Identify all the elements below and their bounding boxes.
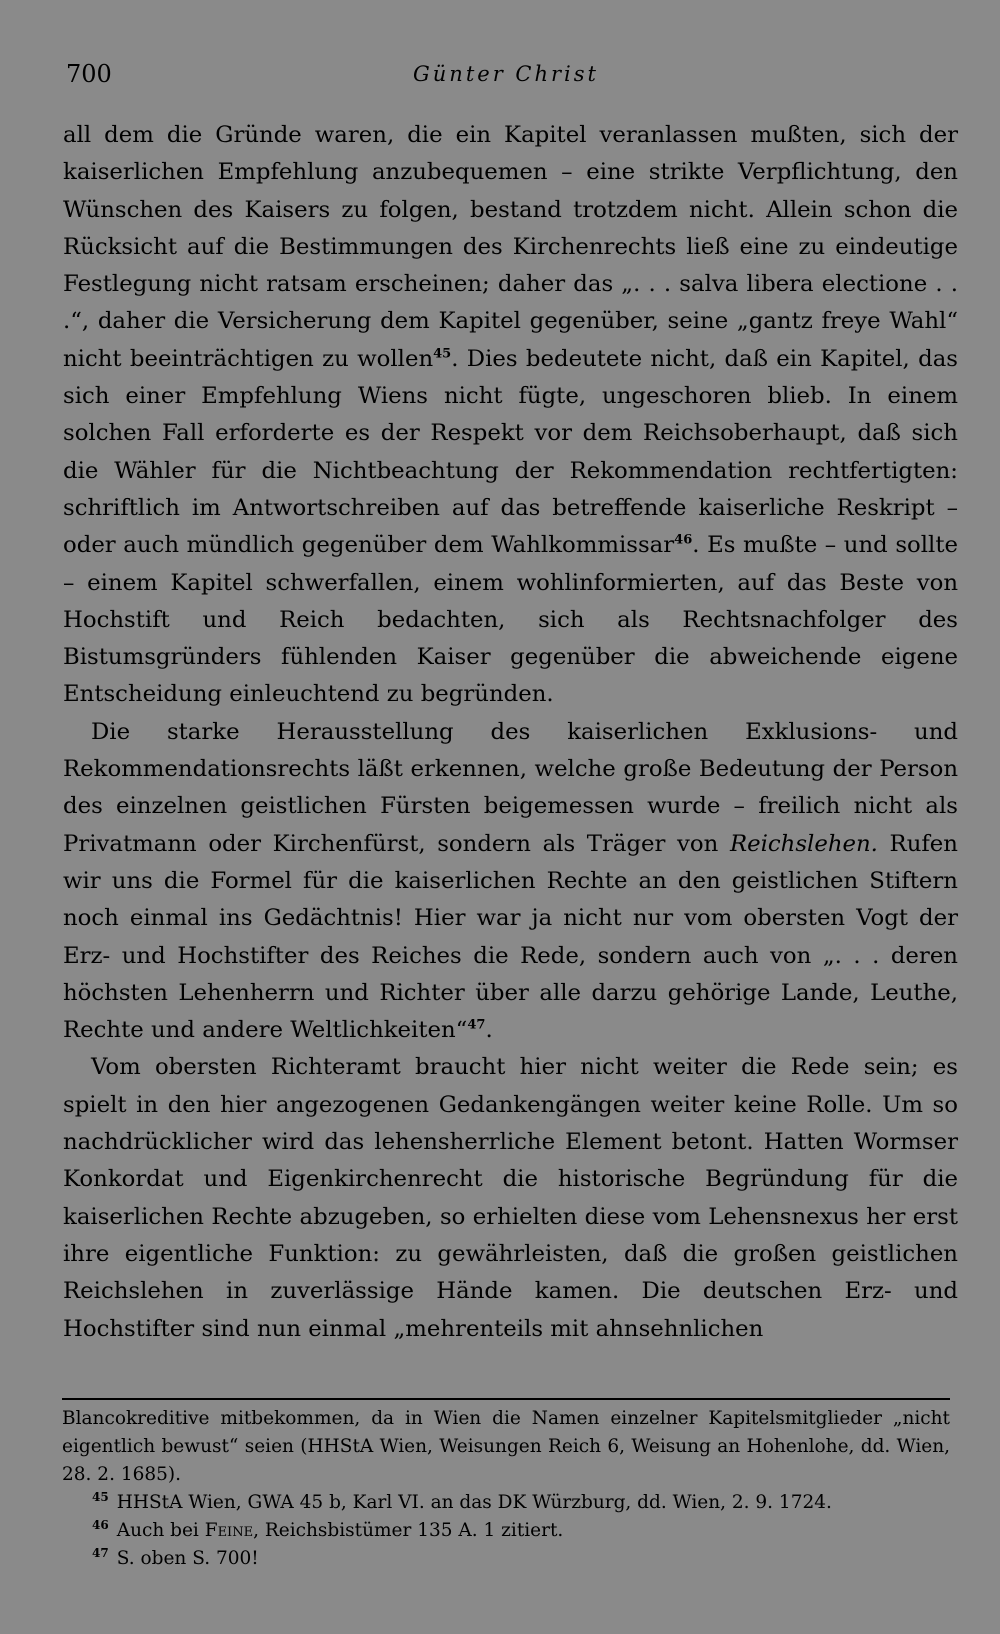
footnote-46-post: , Reichsbistümer 135 A. 1 zitiert. bbox=[253, 1520, 564, 1541]
page-header bbox=[66, 60, 946, 96]
footnote-divider bbox=[62, 1398, 950, 1400]
footnotes bbox=[62, 1405, 950, 1573]
footnote-46-author: Feine bbox=[204, 1520, 254, 1541]
paragraph-2-part-c: . bbox=[485, 1017, 493, 1044]
footnote-ref-45[interactable]: 45 bbox=[433, 346, 452, 362]
footnote-45-text: HHStA Wien, GWA 45 b, Karl VI. an das DK Würzburg, dd. Wien, 2. 9. 1724. bbox=[116, 1492, 832, 1513]
paragraph-2 bbox=[63, 714, 958, 1050]
paragraph-3: Vom obersten Richteramt braucht hier nicht weiter die Rede sein; es spielt in den hier angezogenen Gedankengängen weiter keine Rolle. Um so nachdrücklicher wird das lehensherrliche Element betont. Hatten Wormser Konkordat und Eigenkirchenrecht die historische Begründung für die kaiserlichen Rechte abzugeben, so erhielten diese vom Lehensnexus her erst ihre eigentliche Funktion: zu gewährleisten, daß die großen geistlichen Reichslehen in zuverlässige Hände kamen. Die deutschen Erz- und Hochstifter sind nun einmal „mehrenteils mit ahnsehnlichen bbox=[63, 1054, 958, 1342]
page-number: 700 bbox=[66, 60, 112, 88]
footnote-47-number: 47 bbox=[92, 1545, 109, 1560]
running-head: Günter Christ bbox=[413, 62, 599, 86]
footnote-46-number: 46 bbox=[92, 1517, 109, 1532]
footnote-ref-47[interactable]: 47 bbox=[467, 1017, 486, 1033]
paragraph-2-part-b: Rufen wir uns die Formel für die kaiserlichen Rechte an den geistlichen Stiftern noch einmal ins Gedächtnis! Hier war ja nicht nur vom obersten Vogt der Erz- und Hochstifter des Reiches die Rede, sondern auch von „. . . deren höchsten Lehenherrn und Richter über alle darzu gehörige Lande, Leuthe, Rechte und andere Weltlichkeiten“ bbox=[63, 830, 958, 1044]
footnote-46-pre: Auch bei bbox=[116, 1520, 205, 1541]
footnote-47 bbox=[62, 1545, 950, 1573]
footnote-45 bbox=[62, 1489, 950, 1517]
footnote-45-number: 45 bbox=[92, 1489, 109, 1504]
paragraph-1-part-c: . Es mußte – und sollte – einem Kapitel schwerfallen, einem wohlinformierten, auf das Beste von Hochstift und Reich bedachten, sich als Rechtsnachfolger des Bistumsgründers fühlenden Kaiser gegenüber die abweichende eigene Entscheidung einleuchtend zu begründen. bbox=[63, 532, 958, 708]
footnote-ref-46[interactable]: 46 bbox=[674, 532, 693, 548]
footnote-46 bbox=[62, 1517, 950, 1545]
emphasis-reichslehen: Reichslehen. bbox=[729, 830, 878, 857]
paragraph-1-part-a: all dem die Gründe waren, die ein Kapitel veranlassen mußten, sich der kaiserlichen Empfehlung anzubequemen – eine strikte Verpflichtung, den Wünschen des Kaisers zu folgen, bestand trotzdem nicht. Allein schon die Rücksicht auf die Bestimmungen des Kirchenrechts ließ eine zu eindeutige Festlegung nicht ratsam erscheinen; daher das „. . . salva libera electione . . .“, daher die Versicherung dem Kapitel gegenüber, seine „gantz freye Wahl“ nicht beeinträchtigen zu wollen bbox=[63, 122, 958, 372]
footnote-47-text: S. oben S. 700! bbox=[116, 1548, 259, 1569]
main-text bbox=[63, 117, 958, 1348]
paragraph-1-part-b: . Dies bedeutete nicht, daß ein Kapitel, das sich einer Empfehlung Wiens nicht fügte, ungeschoren blieb. In einem solchen Fall erforderte es der Respekt vor dem Reichsoberhaupt, daß sich die Wähler für die Nichtbeachtung der Rekommendation rechtfertigten: schriftlich im Antwortschreiben auf das betreffende kaiserliche Reskript – oder auch mündlich gegenüber dem Wahlkommissar bbox=[63, 345, 958, 559]
paragraph-1 bbox=[63, 117, 958, 714]
footnote-continued: Blancokreditive mitbekommen, da in Wien die Namen einzelner Kapitelsmitglieder „nicht eigentlich bewust“ seien (HHStA Wien, Weisungen Reich 6, Weisung an Hohenlohe, dd. Wien, 28. 2. 1685). bbox=[62, 1408, 950, 1485]
paragraph-2-part-a: Die starke Herausstellung des kaiserlichen Exklusions- und Rekommendationsrechts läßt erkennen, welche große Bedeutung der Person des einzelnen geistlichen Fürsten beigemessen wurde – freilich nicht als Privatmann oder Kirchenfürst, sondern als Träger von bbox=[63, 718, 958, 857]
